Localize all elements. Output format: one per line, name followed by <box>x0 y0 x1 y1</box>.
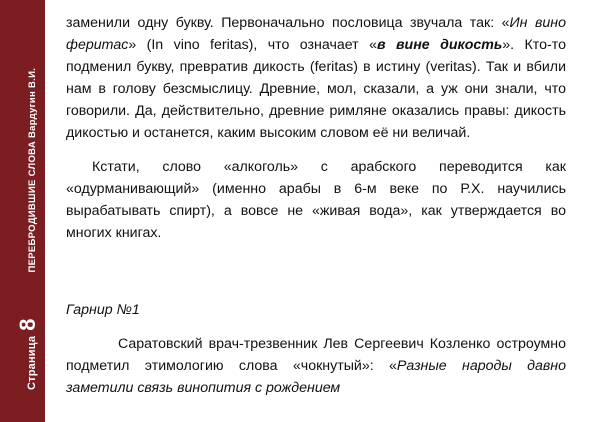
book-title: ПЕРЕБРОДИВШИЕ СЛОВА Вардугин В.И. <box>27 67 38 273</box>
paragraph-1-text: заменили одну букву. Первоначально пословица звучала так: « <box>66 15 510 31</box>
page-content <box>66 12 566 399</box>
paragraph-1-text: ». Кто-то подменил букву, превратив дикость (feritas) в истину (veritas). Так и вбили нам в голову безсмыслицу. Древние, мол, сказали, а уж они знали, что говорили. Да, действительно, древние римляне оказались правы: дикость дикостью и останется, каким высоким словом её ни величай. <box>66 37 566 142</box>
paragraph-3-italic-quote: Разные народы давно заметили связь винопития с рождением <box>66 358 566 397</box>
page-number: 8 <box>15 318 40 331</box>
paragraph-1-text: » (In vino feritas), что означает « <box>128 37 377 54</box>
section-heading-text: Гарнир №1 <box>66 301 140 318</box>
sidebar-vertical-label <box>15 68 41 390</box>
sidebar <box>0 0 45 422</box>
page-label: Страница <box>26 335 38 390</box>
paragraph-2: Кстати, слово «алкоголь» с арабского переводится как «одурманивающий» (именно арабы в 6-м веке по Р.Х. научились вырабатывать спирт), а вовсе не «живая вода», как утверждается во многих книгах. <box>66 158 566 241</box>
section-heading <box>66 299 566 321</box>
paragraph-3-text: Саратовский врач-трезвенник Лев Сергеевич Козленко остроумно подметил этимологию слова «чокнутый»: « <box>66 336 566 375</box>
paragraph-1-italic-latin: Ин вино феритас <box>66 15 566 54</box>
paragraph-1-bold-italic: в вине дикость <box>376 37 503 54</box>
paragraph-1 <box>66 12 566 145</box>
paragraph-3 <box>66 333 566 399</box>
